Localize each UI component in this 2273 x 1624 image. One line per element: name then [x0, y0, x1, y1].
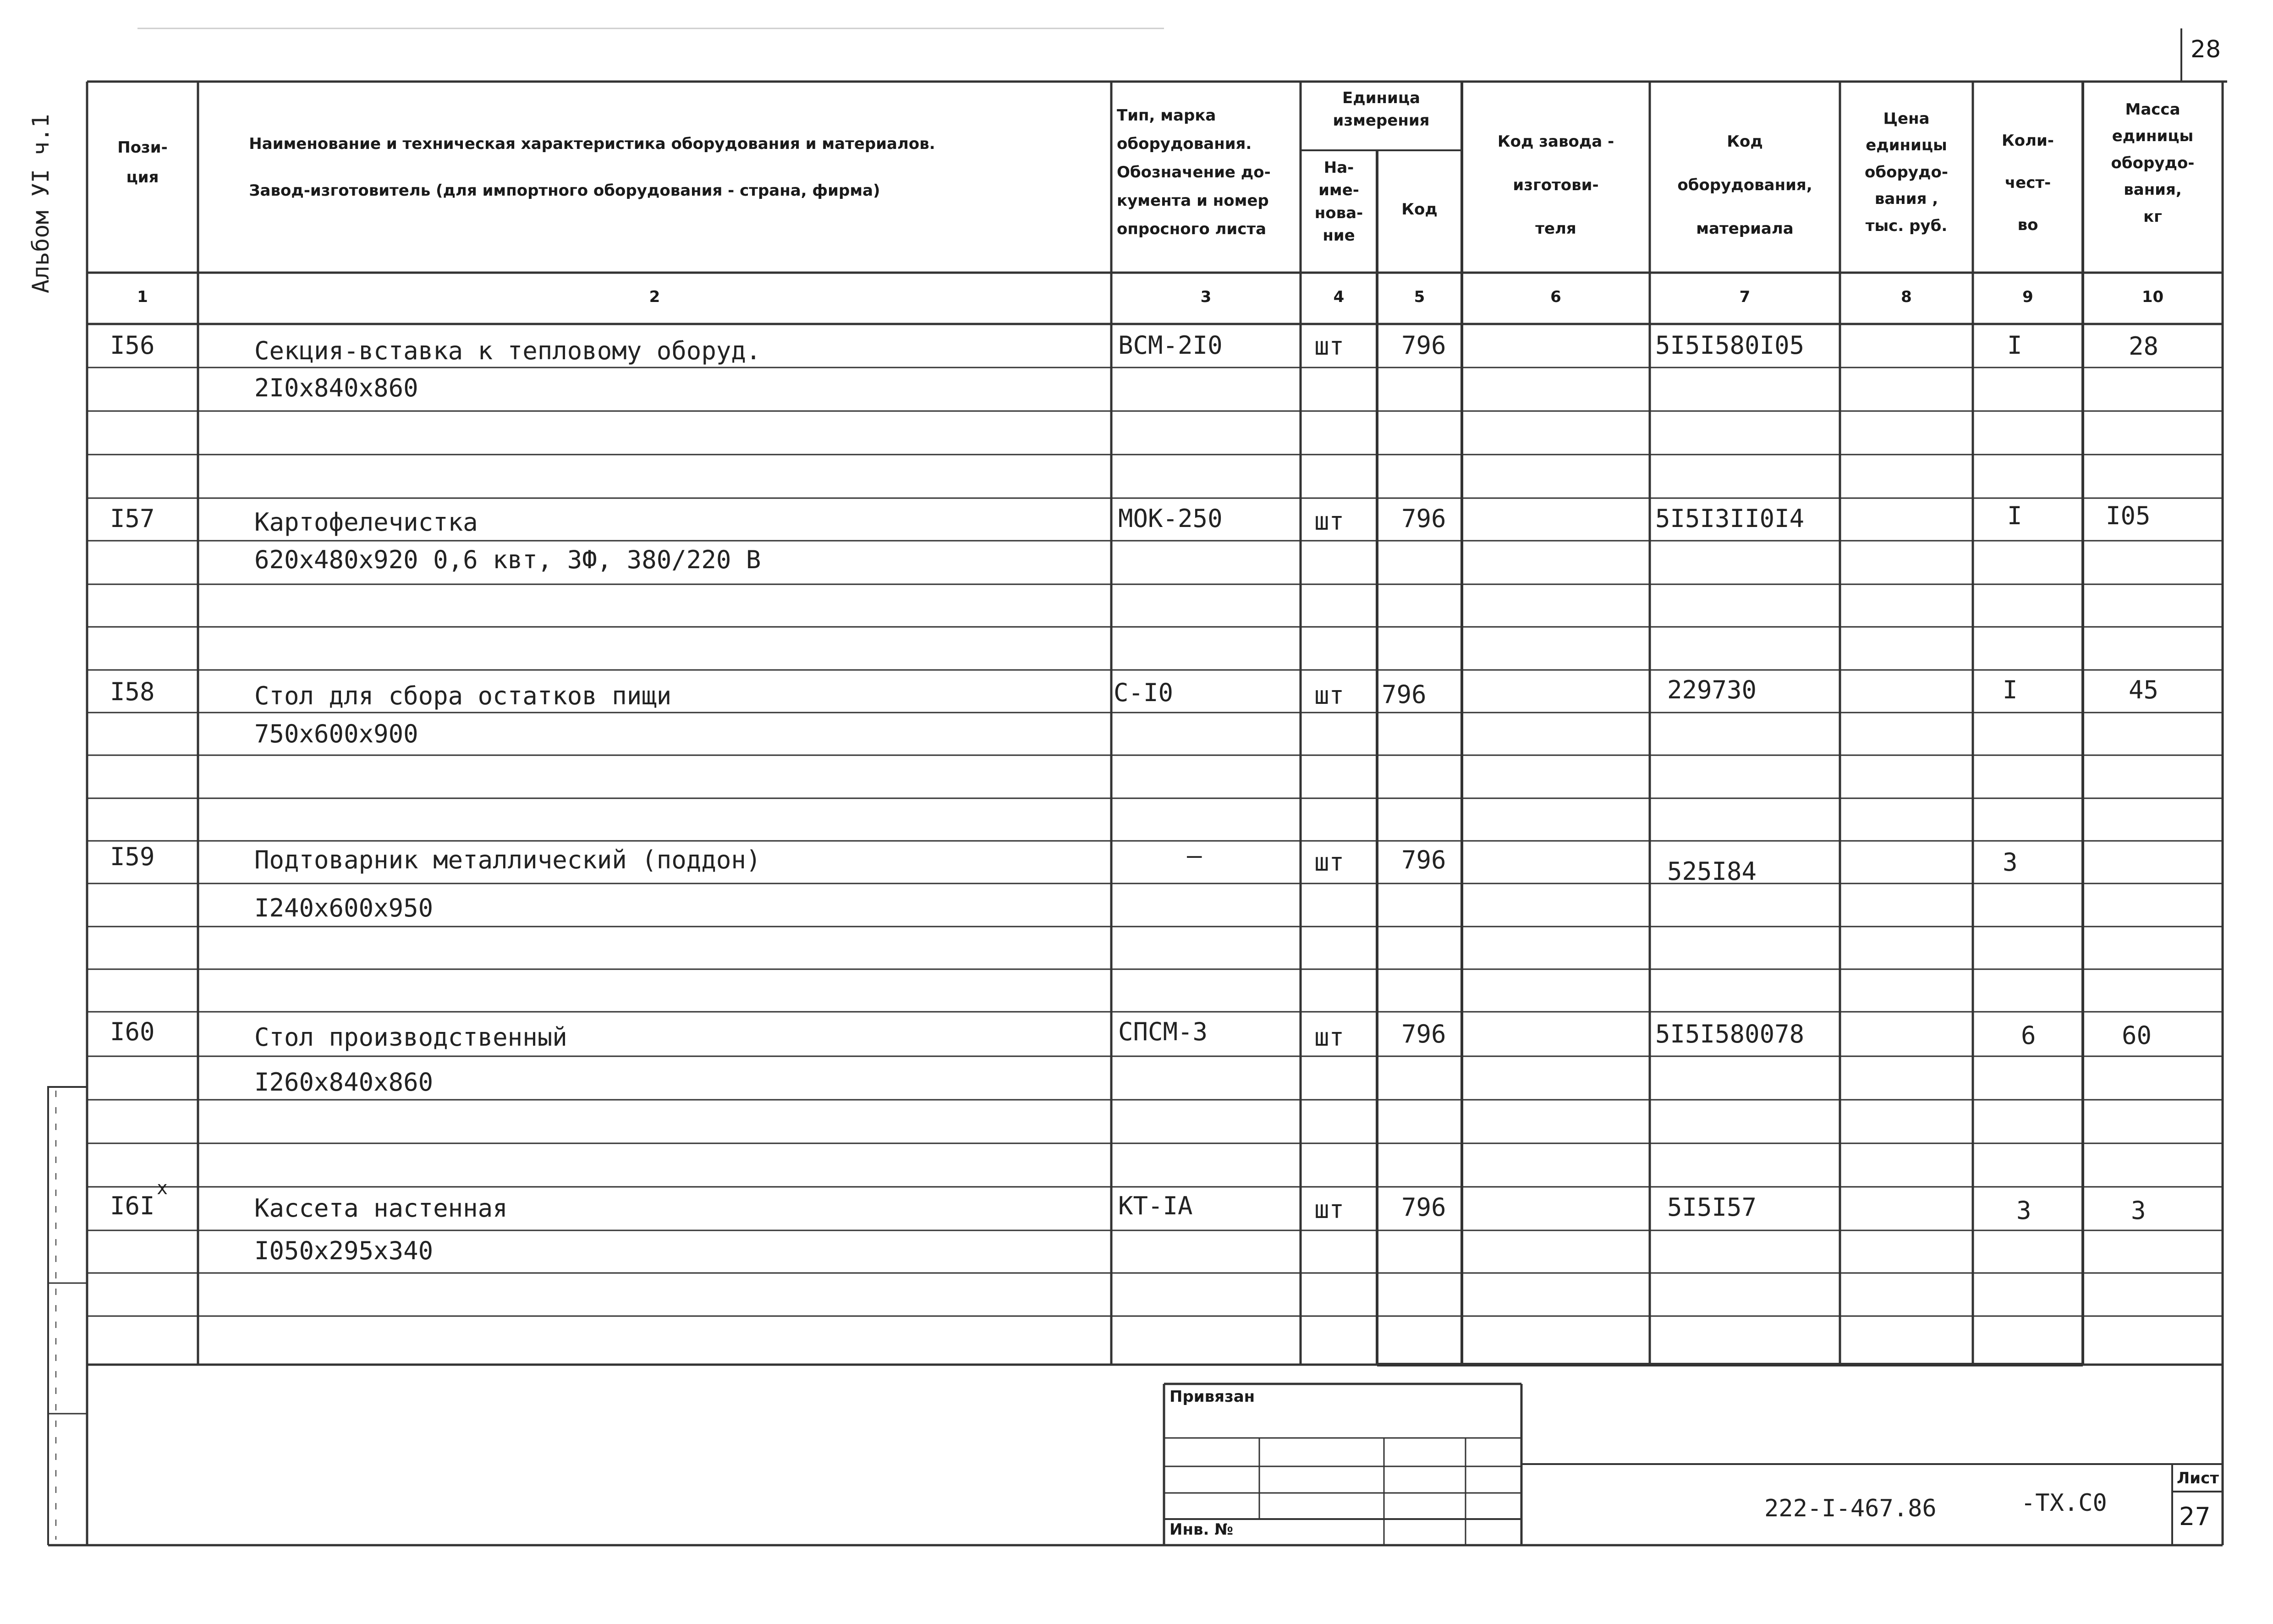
item-unit: шт [1314, 1195, 1345, 1224]
column-number-6: 6 [1550, 288, 1561, 306]
header-factory-code: Код завода - изготови- теля [1497, 132, 1614, 238]
item-equipment-code: 5I5I3II0I4 [1655, 504, 1805, 533]
header-position: Пози- ция [117, 138, 168, 187]
header-quantity: Коли- чест- во [2002, 132, 2054, 234]
column-number-9: 9 [2022, 288, 2033, 306]
item-equipment-code: 5I5I580I05 [1655, 331, 1805, 360]
item-position: I56 [110, 331, 155, 360]
item-type: ВСМ-2I0 [1118, 331, 1223, 360]
item-unit: шт [1314, 332, 1345, 361]
item-name: Секция-вставка к тепловому оборуд. [254, 336, 761, 365]
item-unit-code: 796 [1401, 1193, 1446, 1222]
header-unit-name: На- име- нова- ние [1314, 159, 1363, 245]
item-mass: I05 [2106, 501, 2151, 530]
item-unit: шт [1314, 1023, 1345, 1052]
item-type: — [1187, 841, 1202, 870]
column-number-3: 3 [1200, 288, 1212, 306]
item-dimensions: 2I0x840x860 [254, 373, 418, 402]
item-dimensions: I050x295x340 [254, 1236, 434, 1265]
header-unit-group: Единица измерения [1333, 89, 1430, 130]
inventory-number-label: Инв. № [1169, 1520, 1234, 1539]
item-type: КТ-IА [1118, 1191, 1193, 1220]
item-unit-code: 796 [1401, 331, 1446, 360]
item-position: I58 [110, 677, 155, 706]
item-quantity: 3 [2016, 1196, 2031, 1225]
item-equipment-code: 525I84 [1667, 857, 1757, 886]
item-type: МОК-250 [1118, 504, 1223, 533]
side-album-note: Альбом УI ч.1 [27, 114, 54, 293]
item-equipment-code: 229730 [1667, 675, 1757, 704]
item-type: С-I0 [1114, 678, 1174, 707]
item-unit-code: 796 [1401, 1020, 1446, 1048]
item-quantity: I [2007, 331, 2022, 360]
column-number-2: 2 [649, 288, 660, 306]
item-name: Картофелечистка [254, 508, 478, 537]
item-mass: 3 [2131, 1196, 2146, 1225]
bound-label: Привязан [1169, 1388, 1255, 1406]
item-dimensions: I240x600x950 [254, 894, 434, 922]
item-quantity: 6 [2021, 1021, 2036, 1050]
item-position-mark: x [157, 1178, 168, 1199]
item-name: Стол для сбора остатков пищи [254, 681, 672, 710]
item-unit-code: 796 [1382, 680, 1427, 709]
column-number-4: 4 [1333, 288, 1345, 306]
header-mass: Масса единицы оборудо- вания, кг [2111, 100, 2195, 226]
column-number-5: 5 [1414, 288, 1425, 306]
item-name: Подтоварник металлический (поддон) [254, 845, 761, 874]
item-unit: шт [1314, 848, 1345, 877]
column-number-10: 10 [2141, 288, 2164, 306]
item-specification: 620x480x920 0,6 квт, 3Ф, 380/220 В [254, 545, 761, 574]
header-name-line2: Завод-изготовитель (для импортного оборудования - страна, фирма) [249, 181, 880, 200]
item-quantity: 3 [2003, 848, 2018, 877]
item-unit: шт [1314, 681, 1345, 710]
sheet-label: Лист [2177, 1469, 2219, 1487]
header-name-line1: Наименование и техническая характеристика оборудования и материалов. [249, 135, 935, 153]
item-unit: шт [1314, 507, 1345, 536]
document-code: 222-I-467.86 [1764, 1495, 1937, 1522]
header-equipment-code: Код оборудования, материала [1677, 132, 1812, 238]
header-price: Цена единицы оборудо- вания , тыс. руб. [1865, 110, 1948, 235]
item-mass: 28 [2129, 332, 2159, 361]
header-type: Тип, марка оборудования. Обозначение до- кумента и номер опросного листа [1117, 106, 1271, 238]
item-position: I59 [110, 842, 155, 871]
item-unit-code: 796 [1401, 504, 1446, 533]
item-position: I60 [110, 1017, 155, 1046]
document-suffix: -ТХ.С0 [2021, 1489, 2107, 1517]
column-number-7: 7 [1739, 288, 1751, 306]
column-number-8: 8 [1901, 288, 1912, 306]
item-dimensions: I260x840x860 [254, 1068, 434, 1097]
item-quantity: I [2003, 675, 2018, 704]
item-name: Стол производственный [254, 1023, 567, 1052]
item-mass: 45 [2129, 675, 2159, 704]
item-equipment-code: 5I5I580078 [1655, 1020, 1805, 1048]
item-quantity: I [2007, 501, 2022, 530]
item-position: I6I [110, 1191, 155, 1220]
item-dimensions: 750x600x900 [254, 719, 418, 748]
item-unit-code: 796 [1401, 845, 1446, 874]
header-unit-code: Код [1401, 200, 1438, 219]
sheet-number: 27 [2179, 1502, 2211, 1531]
item-position: I57 [110, 504, 155, 533]
page-number: 28 [2191, 36, 2221, 63]
item-mass: 60 [2122, 1021, 2152, 1050]
item-type: СПСМ-3 [1118, 1017, 1208, 1046]
item-equipment-code: 5I5I57 [1667, 1193, 1757, 1222]
column-number-1: 1 [137, 288, 148, 306]
item-name: Кассета настенная [254, 1194, 508, 1223]
